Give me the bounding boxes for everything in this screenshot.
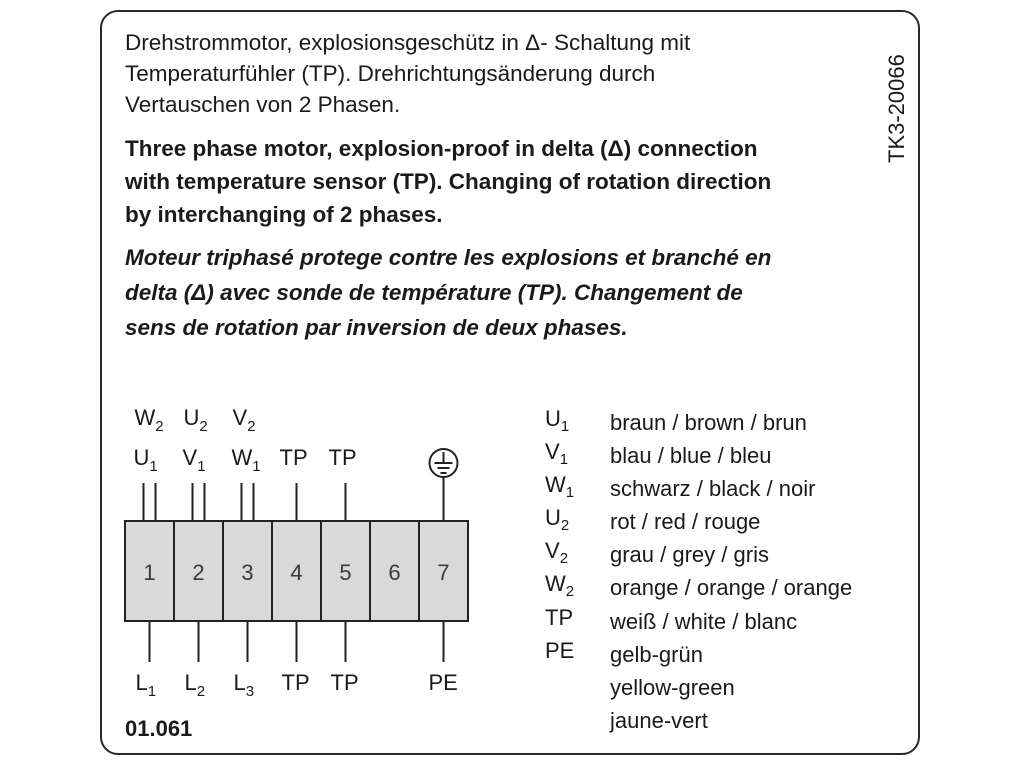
bottom-label-1: $L_1$ bbox=[135, 670, 157, 700]
terminal-number-1: 1 bbox=[143, 560, 156, 585]
description-german: Drehstrommotor, explosionsgeschütz in Δ- Schaltung mit Temperaturfühler (TP). Drehrichtungsänderung durch Vertauschen von 2 Phasen. bbox=[125, 30, 691, 117]
legend-color: rot / red / rouge bbox=[610, 509, 761, 534]
top-label-upper-1: $W_2$ bbox=[134, 405, 164, 435]
top-label-upper-2: $U_2$ bbox=[183, 405, 208, 435]
top-label-lower-3: $W_1$ bbox=[231, 445, 261, 475]
top-label-lower-2: $V_1$ bbox=[182, 445, 206, 475]
top-label-lower-1: $U_1$ bbox=[133, 445, 158, 475]
terminal-number-3: 3 bbox=[241, 560, 254, 585]
terminal-number-7: 7 bbox=[437, 560, 450, 585]
legend-color: grau / grey / gris bbox=[610, 542, 769, 567]
diagram-code: 01.061 bbox=[125, 716, 193, 741]
top-label-lower-4: TP bbox=[279, 445, 308, 470]
terminal-number-5: 5 bbox=[339, 560, 352, 585]
terminal-number-6: 6 bbox=[388, 560, 401, 585]
legend-code: $V_2$ bbox=[545, 538, 569, 567]
legend-color: gelb-grün yellow-green jaune-vert bbox=[610, 642, 735, 733]
legend-code: PE bbox=[545, 638, 575, 663]
top-label-upper-3: $V_2$ bbox=[232, 405, 256, 435]
description-english: Three phase motor, explosion-proof in delta (Δ) connection with temperature sensor (TP). Changing of rotation direction by interchanging of 2 phases. bbox=[125, 136, 772, 227]
bottom-label-5: TP bbox=[330, 670, 359, 695]
legend-color: blau / blue / bleu bbox=[610, 443, 772, 468]
legend-code: $U_1$ bbox=[545, 406, 570, 435]
legend-code: TP bbox=[545, 605, 574, 630]
legend-code: $W_1$ bbox=[545, 472, 575, 501]
document-number: TK3-20066 bbox=[884, 54, 909, 163]
legend-color: weiß / white / blanc bbox=[610, 609, 798, 634]
bottom-label-4: TP bbox=[281, 670, 310, 695]
top-label-lower-5: TP bbox=[328, 445, 357, 470]
legend-color: orange / orange / orange bbox=[610, 575, 853, 600]
bottom-label-3: $L_3$ bbox=[233, 670, 255, 700]
bottom-label-6: PE bbox=[428, 670, 458, 695]
terminal-number-4: 4 bbox=[290, 560, 303, 585]
bottom-label-2: $L_2$ bbox=[184, 670, 206, 700]
legend-color: schwarz / black / noir bbox=[610, 476, 816, 501]
legend-code: $V_1$ bbox=[545, 439, 569, 468]
legend-code: $U_2$ bbox=[545, 505, 570, 534]
legend-color: braun / brown / brun bbox=[610, 410, 807, 435]
terminal-number-2: 2 bbox=[192, 560, 205, 585]
legend-code: $W_2$ bbox=[545, 571, 575, 600]
description-french: Moteur triphasé protege contre les explosions et branché en delta (Δ) avec sonde de température (TP). Changement de sens de rotation par inversion de deux phases. bbox=[125, 245, 772, 340]
